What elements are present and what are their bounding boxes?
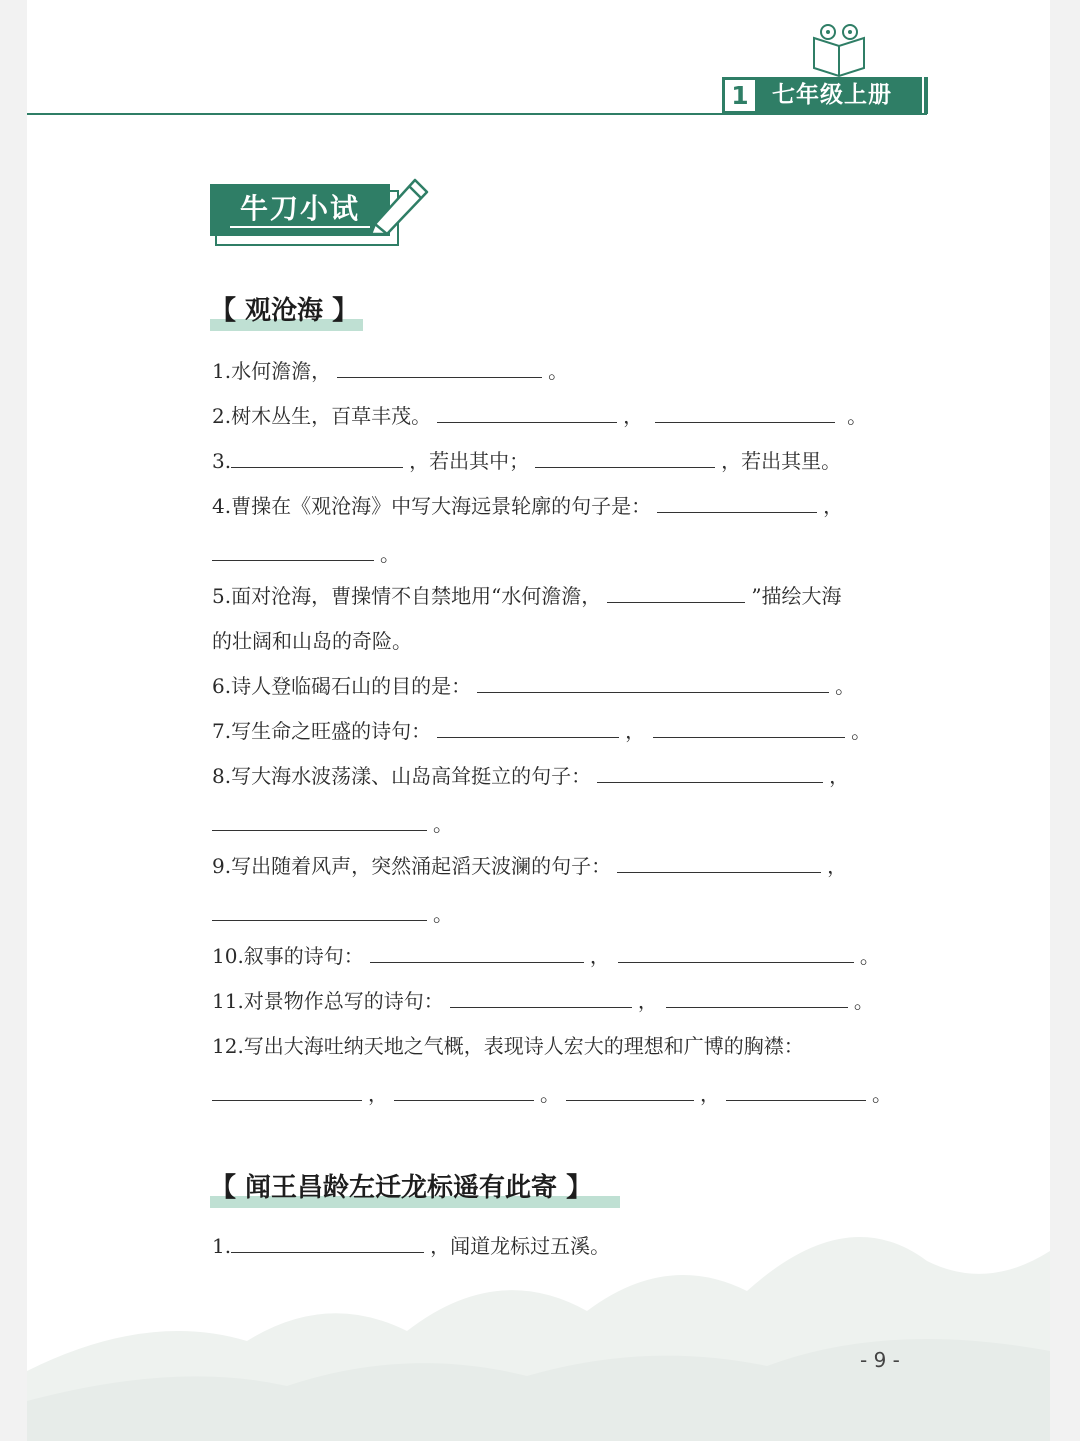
question-text: 5.面对沧海，曹操情不自禁地用“水何澹澹， [212, 584, 602, 608]
question-text: 9.写出随着风声，突然涌起滔天波澜的句子： [212, 854, 612, 878]
punctuation: ， [589, 944, 610, 968]
question-6 [212, 672, 855, 700]
question-12-continued [212, 1080, 892, 1108]
question-text: ，闻道龙标过五溪。 [430, 1234, 611, 1258]
badge-label: 牛刀小试 [239, 192, 360, 225]
punctuation: 。 [851, 719, 872, 743]
punctuation: ， [368, 1082, 388, 1106]
answer-blank[interactable] [657, 492, 817, 513]
grade-number: 1 [725, 80, 755, 111]
grade-tab-edge [924, 77, 928, 114]
question-text: 1.水何澹澹， [212, 359, 332, 383]
answer-blank[interactable] [607, 582, 745, 603]
question-2 [212, 402, 867, 430]
section-title-guancanghai [210, 293, 363, 331]
question-5 [212, 582, 842, 610]
punctuation: 。 [380, 542, 400, 566]
punctuation: ， [823, 494, 844, 518]
answer-blank[interactable] [231, 447, 403, 468]
punctuation: ， [623, 404, 644, 428]
answer-blank[interactable] [212, 810, 427, 831]
punctuation: 。 [853, 989, 874, 1013]
question-text: 的壮阔和山岛的奇险。 [212, 629, 412, 653]
punctuation: ， [827, 854, 848, 878]
answer-blank[interactable] [566, 1080, 694, 1101]
question-text: 6.诗人登临碣石山的目的是： [212, 674, 472, 698]
question-1 [212, 357, 568, 385]
book-mascot-icon [804, 18, 874, 78]
question-7 [212, 717, 871, 745]
answer-blank[interactable] [617, 852, 821, 873]
question-10 [212, 942, 880, 970]
section2-question-1 [212, 1232, 610, 1260]
answer-blank[interactable] [212, 900, 427, 921]
answer-blank[interactable] [535, 447, 715, 468]
answer-blank[interactable] [437, 402, 617, 423]
answer-blank[interactable] [653, 717, 845, 738]
practice-badge [210, 184, 390, 236]
question-text: 2.树木丛生，百草丰茂。 [212, 404, 432, 428]
header-divider [27, 113, 927, 115]
question-text: 11.对景物作总写的诗句： [212, 989, 444, 1013]
answer-blank[interactable] [437, 717, 619, 738]
question-8-continued [212, 810, 453, 838]
question-4 [212, 492, 843, 520]
punctuation: 。 [835, 674, 856, 698]
punctuation: ， [829, 764, 850, 788]
question-3 [212, 447, 841, 475]
worksheet-page [27, 0, 1050, 1441]
punctuation: 。 [872, 1082, 892, 1106]
question-text: 12.写出大海吐纳天地之气概，表现诗人宏大的理想和广博的胸襟： [212, 1034, 804, 1058]
section-title-text: 【 闻王昌龄左迁龙标遥有此寄 】 [210, 1173, 593, 1203]
punctuation: 。 [548, 359, 569, 383]
punctuation: ， [637, 989, 658, 1013]
page-number: - 9 - [860, 1348, 900, 1372]
answer-blank[interactable] [212, 1080, 362, 1101]
answer-blank[interactable] [394, 1080, 534, 1101]
question-text: 4.曹操在《观沧海》中写大海远景轮廓的句子是： [212, 494, 652, 518]
question-12 [212, 1032, 804, 1060]
question-4-continued [212, 540, 400, 568]
question-11 [212, 987, 874, 1015]
punctuation: 。 [433, 812, 453, 836]
section-title-text: 【 观沧海 】 [210, 296, 359, 326]
question-9-continued [212, 900, 453, 928]
badge-underline [230, 226, 370, 228]
answer-blank[interactable] [666, 987, 848, 1008]
answer-blank[interactable] [597, 762, 823, 783]
answer-blank[interactable] [655, 402, 835, 423]
answer-blank[interactable] [726, 1080, 866, 1101]
answer-blank[interactable] [477, 672, 829, 693]
grade-label: 七年级上册 [772, 82, 892, 108]
question-text: ，若出其里。 [721, 449, 842, 473]
punctuation: ， [700, 1082, 720, 1106]
punctuation: 。 [859, 944, 880, 968]
question-text: 10.叙事的诗句： [212, 944, 364, 968]
grade-tab [722, 77, 922, 114]
question-text: ，若出其中； [409, 449, 530, 473]
pencil-icon [367, 172, 433, 234]
answer-blank[interactable] [618, 942, 854, 963]
answer-blank[interactable] [231, 1232, 424, 1253]
punctuation: 。 [433, 902, 453, 926]
question-5-continued [212, 627, 412, 655]
answer-blank[interactable] [212, 540, 374, 561]
question-text: ”描绘大海 [751, 584, 842, 608]
section-title-wenwangchangling [210, 1170, 620, 1208]
punctuation: ， [625, 719, 646, 743]
punctuation: 。 [540, 1082, 560, 1106]
punctuation: 。 [847, 404, 868, 428]
question-text: 3. [212, 449, 232, 473]
question-text: 7.写生命之旺盛的诗句： [212, 719, 432, 743]
answer-blank[interactable] [450, 987, 632, 1008]
question-8 [212, 762, 849, 790]
question-text: 1. [212, 1234, 232, 1258]
answer-blank[interactable] [337, 357, 542, 378]
answer-blank[interactable] [370, 942, 584, 963]
question-text: 8.写大海水波荡漾、山岛高耸挺立的句子： [212, 764, 592, 788]
question-9 [212, 852, 847, 880]
